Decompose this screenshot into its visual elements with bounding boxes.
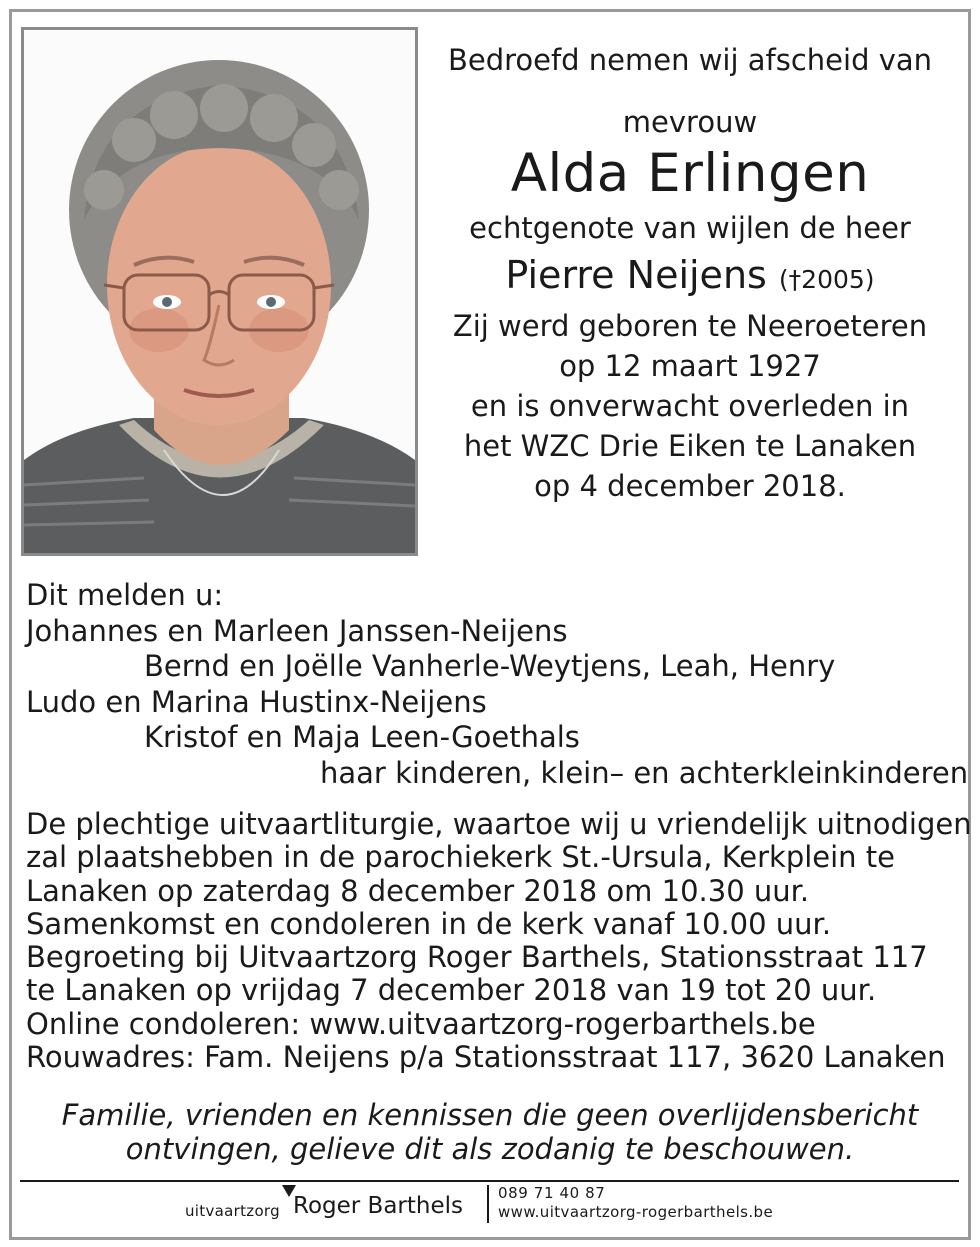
spouse-name: Pierre Neijens [505,253,767,297]
spouse-death-year: (†2005) [778,265,875,294]
closing-line: ontvingen, gelieve dit als zodanig te beschouwen. [125,1132,855,1166]
info-line: Rouwadres: Fam. Neijens p/a Stationsstraat 117, 3620 Lanaken [26,1040,946,1075]
closing-note [20,1098,960,1166]
website-link[interactable]: www.uitvaartzorg-rogerbarthels.be [498,1203,774,1221]
family-line: haar kinderen, klein– en achterkleinkinderen [320,755,969,790]
funeral-info [26,807,972,1075]
company-name: Roger Barthels [293,1193,463,1219]
bio-line: op 4 december 2018. [534,469,846,503]
info-line: Lanaken op zaterdag 8 december 2018 om 10.30 uur. [26,873,810,908]
info-line: Online condoleren: www.uitvaartzorg-rogerbarthels.be [26,1006,816,1041]
bio-line: het WZC Drie Eiken te Lanaken [463,429,917,463]
info-line: Samenkomst en condoleren in de kerk vanaf 10.00 uur. [26,906,832,941]
bio-line: Zij werd geboren te Neeroeteren [452,309,928,343]
bio-line: en is onverwacht overleden in [470,389,910,423]
biography [425,306,955,506]
family-line: Ludo en Marina Hustinx-Neijens [26,684,487,719]
mention-heading: Dit melden u: [26,578,224,612]
intro-text: Bedroefd nemen wij afscheid van [447,43,933,77]
announcement-block [425,40,955,506]
closing-line: Familie, vrienden en kennissen die geen overlijdensbericht [61,1098,919,1132]
family-line: Johannes en Marleen Janssen-Neijens [26,613,568,648]
bio-line: op 12 maart 1927 [559,349,821,383]
company-prefix: uitvaartzorg [185,1202,280,1220]
info-line: Begroeting bij Uitvaartzorg Roger Barthels, Stationsstraat 117 [26,940,928,975]
deceased-name: Alda Erlingen [510,143,870,204]
family-line: Bernd en Joëlle Vanherle-Weytjens, Leah, Henry [144,649,836,683]
spouse-label: echtgenote van wijlen de heer [469,211,911,245]
family-mention [26,578,969,791]
spouse-line [425,250,955,302]
phone-number: 089 71 40 87 [498,1184,606,1202]
portrait-image [24,30,415,553]
family-line: Kristof en Maja Leen-Goethals [144,720,580,754]
title-text: mevrouw [622,105,758,139]
portrait-photo [21,27,418,556]
footer [0,1182,980,1232]
footer-separator [487,1185,489,1223]
info-line: zal plaatshebben in de parochiekerk St.-Ursula, Kerkplein te [26,840,895,875]
info-line: te Lanaken op vrijdag 7 december 2018 van 19 tot 20 uur. [26,973,877,1008]
info-line: De plechtige uitvaartliturgie, waartoe wij u vriendelijk uitnodigen [26,807,972,841]
